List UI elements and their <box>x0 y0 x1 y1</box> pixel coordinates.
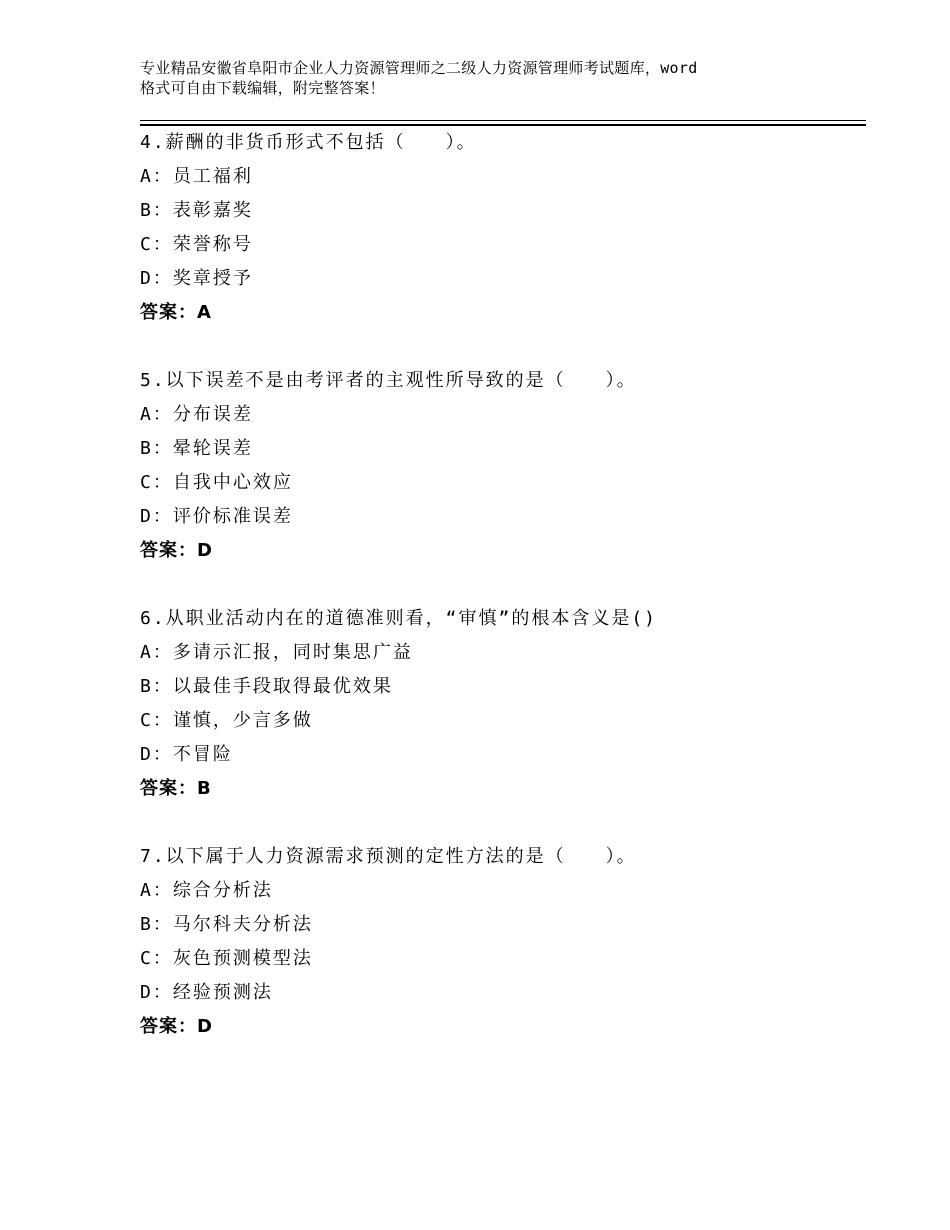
question-stem: 6.从职业活动内在的道德准则看，“审慎”的根本含义是() <box>140 608 658 629</box>
option-a: A：多请示汇报，同时集思广益 <box>140 642 413 663</box>
question-stem: 7.以下属于人力资源需求预测的定性方法的是（ ）。 <box>140 846 637 867</box>
option-a: A：员工福利 <box>140 166 253 187</box>
question-5 <box>140 364 860 568</box>
option-d: D：评价标准误差 <box>140 506 293 527</box>
option-c: C：荣誉称号 <box>140 234 253 255</box>
question-stem: 4.薪酬的非货币形式不包括（ ）。 <box>140 132 477 153</box>
option-c: C：灰色预测模型法 <box>140 948 313 969</box>
option-b: B：马尔科夫分析法 <box>140 914 313 935</box>
answer-line: 答案：D <box>140 1016 213 1037</box>
option-b: B：表彰嘉奖 <box>140 200 253 221</box>
question-spacer <box>140 330 860 364</box>
question-stem: 5.以下误差不是由考评者的主观性所导致的是（ ）。 <box>140 370 637 391</box>
option-b: B：晕轮误差 <box>140 438 253 459</box>
answer-line: 答案：B <box>140 778 212 799</box>
answer-line: 答案：A <box>140 302 212 323</box>
question-4 <box>140 126 860 330</box>
document-header <box>140 58 840 98</box>
header-divider-thin <box>140 120 866 121</box>
question-spacer <box>140 806 860 840</box>
option-a: A：分布误差 <box>140 404 253 425</box>
question-7 <box>140 840 860 1044</box>
option-c: C：谨慎，少言多做 <box>140 710 313 731</box>
option-d: D：不冒险 <box>140 744 233 765</box>
option-d: D：经验预测法 <box>140 982 273 1003</box>
option-c: C：自我中心效应 <box>140 472 293 493</box>
answer-line: 答案：D <box>140 540 213 561</box>
question-spacer <box>140 568 860 602</box>
option-d: D：奖章授予 <box>140 268 253 289</box>
question-6 <box>140 602 860 806</box>
header-title-line-1: 专业精品安徽省阜阳市企业人力资源管理师之二级人力资源管理师考试题库，word <box>140 59 698 77</box>
option-a: A：综合分析法 <box>140 880 273 901</box>
option-b: B：以最佳手段取得最优效果 <box>140 676 393 697</box>
header-title-line-2: 格式可自由下载编辑，附完整答案！ <box>140 79 385 97</box>
question-list <box>140 126 860 1044</box>
